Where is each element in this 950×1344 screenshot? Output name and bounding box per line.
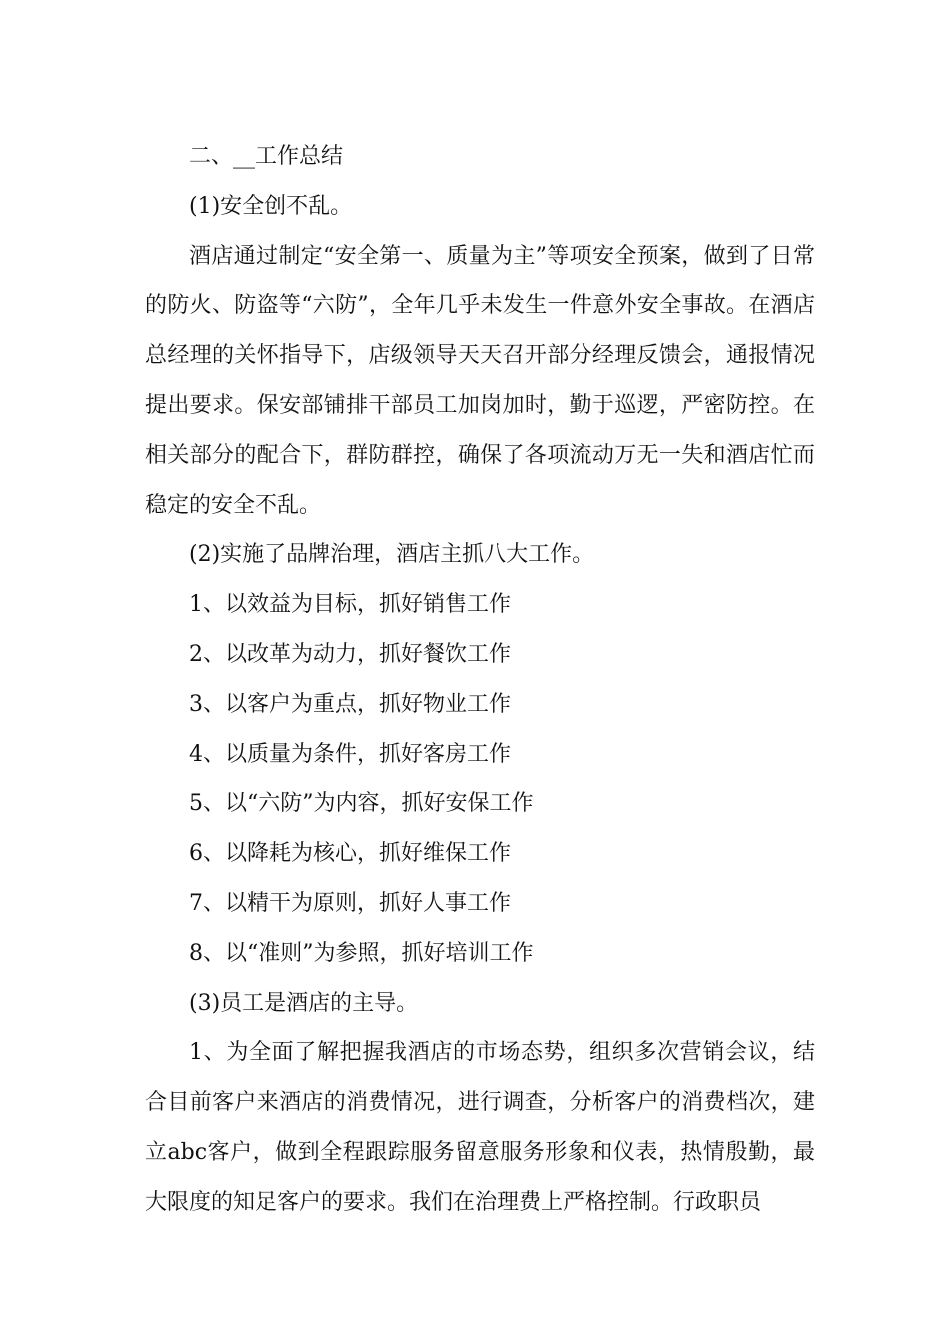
document-body	[145, 132, 815, 1228]
list-item: 6、以降耗为核心，抓好维保工作	[189, 841, 511, 867]
list-item: 4、以质量为条件，抓好客房工作	[189, 741, 511, 767]
list-item: 3、以客户为重点，抓好物业工作	[189, 691, 511, 717]
list-item: 1、以效益为目标，抓好销售工作	[189, 592, 511, 618]
subsection-2-title: (2)实施了品牌治理，酒店主抓八大工作。	[189, 542, 595, 568]
subsection-3-title: (3)员工是酒店的主导。	[189, 990, 419, 1016]
subsection-3-body: 1、为全面了解把握我酒店的市场态势，组织多次营销会议，结合目前客户来酒店的消费情况，进行调查，分析客户的消费档次，建立abc客户，做到全程跟踪服务留意服务形象和仪表，热情殷勤，最大限度的知足客户的要求。我们在治理费上严格控制。行政职员	[145, 1040, 815, 1215]
list-item: 8、以“准则”为参照，抓好培训工作	[189, 940, 534, 966]
list-item: 5、以“六防”为内容，抓好安保工作	[189, 791, 534, 817]
subsection-1-body: 酒店通过制定“安全第一、质量为主”等项安全预案，做到了日常的防火、防盗等“六防”，全年几乎未发生一件意外安全事故。在酒店总经理的关怀指导下，店级领导天天召开部分经理反馈会，通报情况提出要求。保安部铺排干部员工加岗加时，勤于巡逻，严密防控。在相关部分的配合下，群防群控，确保了各项流动万无一失和酒店忙而稳定的安全不乱。	[145, 243, 815, 518]
list-item: 7、以精干为原则，抓好人事工作	[189, 890, 511, 916]
section-title: 二、__工作总结	[189, 144, 344, 169]
list-item: 2、以改革为动力，抓好餐饮工作	[189, 641, 511, 667]
subsection-1-title: (1)安全创不乱。	[189, 193, 353, 219]
